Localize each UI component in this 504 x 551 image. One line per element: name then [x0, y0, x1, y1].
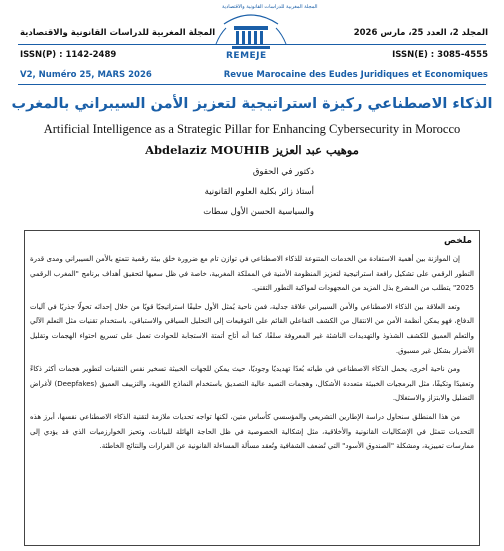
author-affiliation-university: والسياسية الحسن الأول سطات	[203, 207, 314, 217]
journal-header	[0, 0, 504, 86]
logo-arabic-text: المجلة المغربية للدراسات القانونية والاقتصادية	[222, 4, 318, 10]
abstract-body	[30, 252, 474, 458]
author-name-english: Abdelaziz MOUHIB	[145, 143, 270, 157]
abstract-paragraph: من هذا المنطلق سنحاول دراسة الإطارين التشريعي والمؤسسي كأساس متين، لكنها تواجه تحديات ملازمة لتقنية الذكاء الاصطناعي نفسها، أبرز هذه التحديات تتمثل في الإشكاليات القانونية والأخلاقية، مثل إشكالية الخصوصية في ظل الحاجة الهائلة للبيانات، وتحيز الخوارزميات الذي قد يؤدي إلى ممارسات تمييزية، ومشكلة "الصندوق الأسود" التي تُضعف الشفافية وتُعقد مسألة المساءلة القانونية عن القرارات والنتائج الخاطئة.	[30, 412, 474, 451]
header-rule-bottom	[18, 84, 486, 85]
article-title-english: Artificial Intelligence as a Strategic Pillar for Enhancing Cybersecurity in Morocco	[43, 122, 461, 136]
author-line	[0, 143, 504, 157]
issn-print: ISSN(P) : 1142-2489	[20, 50, 117, 60]
issue-info-arabic: المجلد 2، العدد 25، مارس 2026	[353, 28, 488, 38]
journal-name-arabic: المجلة المغربية للدراسات القانونية والاقتصادية	[20, 28, 216, 38]
logo-wordmark: REMEJE	[226, 51, 267, 61]
abstract-paragraph: إن الموازنة بين أهمية الاستفادة من الخدمات المتنوعة للذكاء الاصطناعي في توازن تام مع ضرورة خلق بيئة رقمية تتمتع بالأمن السيبراني ومدى قدرة التطور الرقمي على تشكيل رافعة استراتيجية لتعزيز المنظومة الأمنية في المملكة المغربية، خاصة في ظل سعيها لتحقيق أهداف برنامج "المغرب الرقمي 2025" يتطلب من المشرع بذل المزيد من المجهودات لمواكبة التطور التقني.	[30, 255, 474, 293]
abstract-paragraph: وتعد العلاقة بين الذكاء الاصطناعي والأمن السيبراني علاقة جدلية، فمن ناحية يُمثل الأول حليفًا استراتيجيًا قويًا من خلال إحداثه تحولًا جذريًا في آليات الدفاع، فهو يمكن أنظمة الأمن من الانتقال من الكشف التفاعلي القائم على التوقيعات إلى التحليل السياقي والاستباقي، باستخدام تقنيات مثل التعلم الآلي والتعلم العميق للكشف الشذوذ والتهديدات الناشئة غير المعروفة سلفًا، كما أنه أتاح أتمتة الاستجابة للحوادث تعمل على تسريع احتواء الهجمات وتقليل الأضرار بشكل غير مسبوق.	[30, 302, 474, 355]
volume-french: V2, Numéro 25, MARS 2026	[20, 70, 152, 80]
abstract-heading: ملخص	[443, 236, 472, 246]
article-title-arabic: الذكاء الاصطناعي ركيزة استراتيجية لتعزيز الأمن السيبراني بالمغرب	[11, 96, 493, 112]
author-affiliation-degree: دكتور في الحقوق	[252, 167, 314, 177]
abstract-paragraph: ومن ناحية أخرى، يحمل الذكاء الاصطناعي في طياته بُعدًا تهديديًا وجوديًا، حيث يمكن للجهات الخبيثة تسخير نفس التقنيات لتطوير هجمات أكثر ذكاءً وتعقيدًا وتكيفًا، مثل البرمجيات الخبيثة متعددة الأشكال، وهجمات التصيد عالية التصديق باستخدام النماذج اللغوية، والتزييف العميق (Deepfakes) لأغراض التضليل والابتزاز والاستغلال.	[30, 365, 474, 403]
author-affiliation-position: أستاذ زائر بكلية العلوم القانونية	[204, 187, 314, 197]
header-rule-top	[18, 44, 486, 45]
journal-name-french: Revue Marocaine des Eudes Juridiques et Economiques	[223, 70, 488, 80]
author-name-arabic: موهيب عبد العزيز	[273, 143, 359, 157]
issn-electronic: ISSN(E) : 3085-4555	[392, 50, 488, 60]
